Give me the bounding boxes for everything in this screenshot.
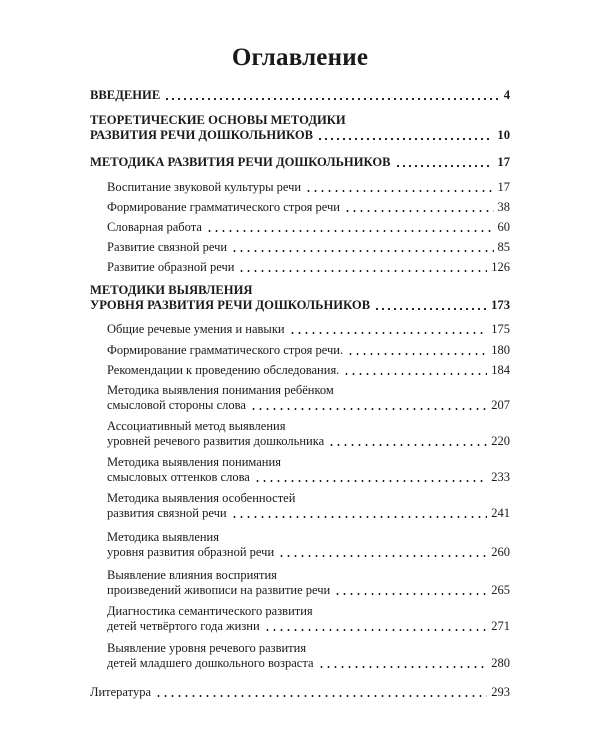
dot-leader bbox=[334, 593, 487, 595]
toc-entry-semantic-diagnostics[interactable] bbox=[107, 604, 510, 634]
toc-entry-semantic-understanding[interactable] bbox=[107, 383, 510, 413]
toc-page-number: 233 bbox=[491, 470, 510, 484]
toc-entry-coherent-features[interactable] bbox=[107, 491, 510, 521]
toc-entry-literature[interactable] bbox=[90, 685, 510, 700]
toc-page-number: 175 bbox=[491, 322, 510, 336]
toc-entry-title-line: РАЗВИТИЯ РЕЧИ ДОШКОЛЬНИКОВ bbox=[90, 128, 314, 142]
toc-entry-title-line: смысловой стороны слова bbox=[107, 398, 246, 412]
toc-page-number: 271 bbox=[491, 619, 510, 633]
toc-entry-title-line: МЕТОДИКИ ВЫЯВЛЕНИЯ bbox=[90, 283, 253, 297]
dot-leader bbox=[164, 98, 499, 100]
toc-page-number: 280 bbox=[491, 656, 510, 670]
page-title: Оглавление bbox=[231, 44, 369, 71]
dot-leader bbox=[289, 332, 488, 334]
toc-entry-grammar[interactable] bbox=[107, 200, 510, 215]
toc-page-number: 265 bbox=[491, 583, 510, 597]
toc-entry-title: Развитие образной речи bbox=[107, 260, 235, 274]
toc-entry-title: Рекомендации к проведению обследования. bbox=[107, 363, 340, 377]
toc-page-number: 17 bbox=[497, 155, 510, 169]
toc-entry-title-line: Ассоциативный метод выявления bbox=[107, 419, 286, 433]
toc-entry-title-line: развития связной речи bbox=[107, 506, 227, 520]
dot-leader bbox=[317, 138, 493, 140]
toc-entry-title: Развитие связной речи bbox=[107, 240, 228, 254]
dot-leader bbox=[278, 555, 487, 557]
toc-entry-title-line: Выявление уровня речевого развития bbox=[107, 641, 307, 655]
toc-entry-associative-method[interactable] bbox=[107, 419, 510, 449]
toc-entry-title-line: произведений живописи на развитие речи bbox=[107, 583, 331, 597]
toc-entry-figurative-speech[interactable] bbox=[107, 260, 510, 275]
toc-page-number: 10 bbox=[497, 128, 510, 142]
dot-leader bbox=[374, 308, 487, 310]
dot-leader bbox=[264, 629, 488, 631]
toc-entry-semantic-nuances[interactable] bbox=[107, 455, 510, 485]
toc-entry-recommendations[interactable] bbox=[107, 363, 510, 378]
dot-leader bbox=[347, 353, 487, 355]
toc-entry-introduction[interactable] bbox=[90, 88, 510, 103]
dot-leader bbox=[328, 444, 487, 446]
toc-entry-assessment-methods[interactable] bbox=[90, 283, 510, 313]
toc-entry-title-line: Методика выявления понимания bbox=[107, 455, 281, 469]
toc-page-number: 293 bbox=[491, 685, 510, 699]
toc-entry-title: Литература bbox=[90, 685, 151, 699]
toc-entry-methodology[interactable] bbox=[90, 155, 510, 170]
dot-leader bbox=[206, 230, 494, 232]
toc-entry-vocabulary[interactable] bbox=[107, 220, 510, 235]
toc-page-number: 241 bbox=[491, 506, 510, 520]
toc-page-number: 173 bbox=[491, 298, 510, 312]
toc-entry-title-line: УРОВНЯ РАЗВИТИЯ РЕЧИ ДОШКОЛЬНИКОВ bbox=[90, 298, 371, 312]
toc-page-number: 207 bbox=[491, 398, 510, 412]
toc-entry-title: Формирование грамматического строя речи. bbox=[107, 343, 344, 357]
toc-entry-title-line: Диагностика семантического развития bbox=[107, 604, 313, 618]
toc-entry-title-line: Выявление влияния восприятия bbox=[107, 568, 277, 582]
toc-entry-painting-influence[interactable] bbox=[107, 568, 510, 598]
dot-leader bbox=[254, 480, 487, 482]
toc-entry-grammar-2[interactable] bbox=[107, 343, 510, 358]
toc-entry-younger-preschool[interactable] bbox=[107, 641, 510, 671]
toc-page-number: 126 bbox=[491, 260, 510, 274]
toc-entry-title: ВВЕДЕНИЕ bbox=[90, 88, 161, 102]
toc-entry-title-line: смысловых оттенков слова bbox=[107, 470, 250, 484]
dot-leader bbox=[231, 250, 493, 252]
toc-page-number: 17 bbox=[497, 180, 510, 194]
toc-entry-title: Воспитание звуковой культуры речи bbox=[107, 180, 302, 194]
dot-leader bbox=[231, 516, 488, 518]
toc-page-number: 60 bbox=[497, 220, 510, 234]
toc-page-number: 260 bbox=[491, 545, 510, 559]
toc-entry-title: Формирование грамматического строя речи bbox=[107, 200, 340, 214]
toc-entry-theory[interactable] bbox=[90, 113, 510, 143]
dot-leader bbox=[343, 373, 487, 375]
toc-page-number: 184 bbox=[491, 363, 510, 377]
dot-leader bbox=[250, 408, 487, 410]
toc-entry-title-line: Методика выявления особенностей bbox=[107, 491, 296, 505]
toc-entry-title: МЕТОДИКА РАЗВИТИЯ РЕЧИ ДОШКОЛЬНИКОВ bbox=[90, 155, 391, 169]
toc-entry-figurative-level[interactable] bbox=[107, 530, 510, 560]
toc-page-number: 38 bbox=[497, 200, 510, 214]
dot-leader bbox=[238, 270, 487, 272]
dot-leader bbox=[155, 695, 487, 697]
toc-page-number: 180 bbox=[491, 343, 510, 357]
toc-page-number: 85 bbox=[497, 240, 510, 254]
toc-entry-title: Словарная работа bbox=[107, 220, 202, 234]
dot-leader bbox=[344, 210, 494, 212]
dot-leader bbox=[305, 190, 493, 192]
toc-entry-title-line: ТЕОРЕТИЧЕСКИЕ ОСНОВЫ МЕТОДИКИ bbox=[90, 113, 346, 127]
toc-entry-title-line: уровней речевого развития дошкольника bbox=[107, 434, 325, 448]
dot-leader bbox=[318, 666, 488, 668]
toc-entry-title-line: детей четвёртого года жизни bbox=[107, 619, 260, 633]
dot-leader bbox=[395, 165, 494, 167]
toc-entry-title: Общие речевые умения и навыки bbox=[107, 322, 285, 336]
toc-page-number: 220 bbox=[491, 434, 510, 448]
toc-entry-title-line: уровня развития образной речи bbox=[107, 545, 275, 559]
toc-entry-title-line: Методика выявления понимания ребёнком bbox=[107, 383, 334, 397]
toc-entry-general-skills[interactable] bbox=[107, 322, 510, 337]
toc-page-number: 4 bbox=[503, 88, 510, 102]
toc-entry-title-line: Методика выявления bbox=[107, 530, 219, 544]
toc-entry-title-line: детей младшего дошкольного возраста bbox=[107, 656, 314, 670]
toc-entry-coherent-speech[interactable] bbox=[107, 240, 510, 255]
toc-entry-sound-culture[interactable] bbox=[107, 180, 510, 195]
